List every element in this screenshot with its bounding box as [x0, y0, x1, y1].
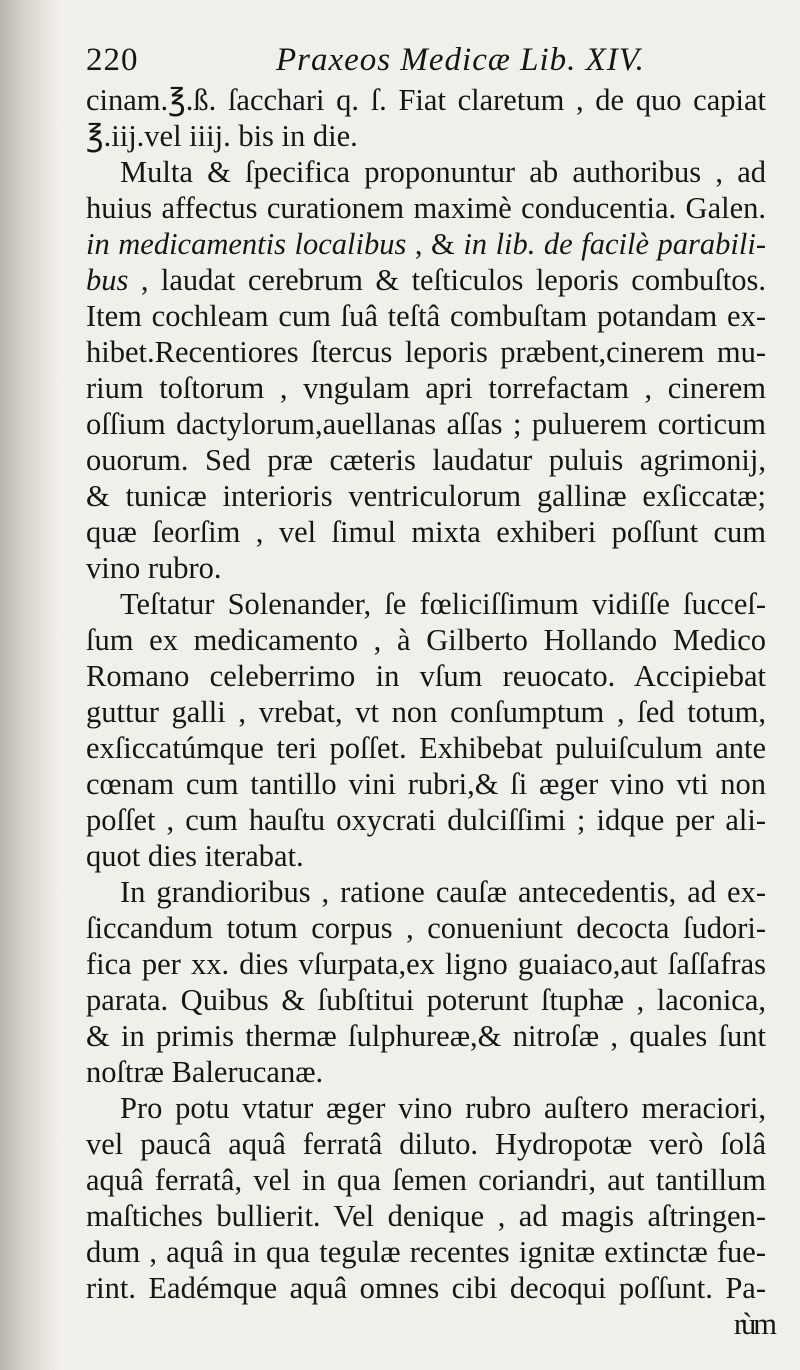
- text-line: quæ ſeorſim , vel ſimul mixta exhiberi poſſunt cum: [86, 515, 766, 549]
- text-block: [86, 38, 774, 1342]
- catchword: rùm: [733, 1307, 774, 1341]
- text-line: Romano celeberrimo in vſum reuocato. Accipiebat: [86, 659, 766, 693]
- catchword-line: [86, 1306, 774, 1342]
- text-line: vel paucâ aquâ ferratâ diluto. Hydropotæ verò ſolâ: [86, 1127, 766, 1161]
- text-line: dum , aquâ in qua tegulæ recentes ignitæ extinctæ fue-: [86, 1235, 766, 1269]
- running-head: [86, 38, 766, 82]
- paragraph-start-line: Teſtatur Solenander, ſe fœliciſſimum vidiſſe ſucceſ-: [120, 587, 766, 621]
- text-line: parata. Quibus & ſubſtitui poterunt ſtuphæ , laconica,: [86, 983, 766, 1017]
- text-line: aquâ ferratâ, vel in qua ſemen coriandri, aut tantillum: [86, 1163, 766, 1197]
- gutter-shadow: [0, 0, 58, 1370]
- italic-text: in medicamentis localibus: [86, 227, 407, 261]
- text-line: hibet.Recentiores ſtercus leporis præbent,cinerem mu-: [86, 335, 766, 369]
- running-title: Praxeos Medicæ Lib. XIV.: [276, 42, 645, 78]
- text-line-italic: [86, 262, 766, 298]
- text-line: rint. Eadémque aquâ omnes cibi decoqui poſſunt. Pa-: [86, 1271, 766, 1305]
- text-line-italic: [86, 226, 766, 262]
- text-line: rium toſtorum , vngulam apri torrefactam , cinerem: [86, 371, 766, 405]
- paragraph-start-line: Multa & ſpecifica proponuntur ab authoribus , ad: [120, 155, 766, 189]
- text-line: ouorum. Sed præ cæteris laudatur puluis agrimonij,: [86, 443, 766, 477]
- text-line: & tunicæ interioris ventriculorum gallinæ exſiccatæ;: [86, 479, 766, 513]
- roman-text: , &: [406, 227, 464, 261]
- page-number: 220: [86, 42, 139, 78]
- text-line: cœnam cum tantillo vini rubri,& ſi æger vino vti non: [86, 767, 766, 801]
- text-line: guttur galli , vrebat, vt non conſumptum , ſed totum,: [86, 695, 766, 729]
- italic-text: bus: [86, 263, 129, 297]
- text-line: poſſet , cum hauſtu oxycrati dulciſſimi ; idque per ali-: [86, 803, 766, 837]
- paragraph-start-line: Pro potu vtatur æger vino rubro auſtero meraciori,: [120, 1091, 766, 1125]
- paragraph-end-line: quot dies iterabat.: [86, 839, 304, 873]
- roman-text: , laudat cerebrum & teſticulos leporis combuſtos.: [128, 263, 766, 297]
- paragraph-end-line: vino rubro.: [86, 551, 222, 585]
- text-line: cinam.℥.ß. ſacchari q. ſ. Fiat claretum , de quo capiat: [86, 83, 766, 117]
- text-line: ſiccandum totum corpus , conueniunt decocta ſudori-: [86, 911, 766, 945]
- text-line: fica per xx. dies vſurpata,ex ligno guaiaco,aut ſaſſafras: [86, 947, 766, 981]
- text-line: maſtiches bullierit. Vel denique , ad magis aſtringen-: [86, 1199, 766, 1233]
- text-line: & in primis thermæ ſulphureæ,& nitroſæ , quales ſunt: [86, 1019, 766, 1053]
- text-line: oſſium dactylorum,auellanas aſſas ; puluerem corticum: [86, 407, 766, 441]
- text-line: ℥.iij.vel iiij. bis in die.: [86, 119, 358, 153]
- paragraph-start-line: In grandioribus , ratione cauſæ antecedentis, ad ex-: [120, 875, 766, 909]
- text-line: huius affectus curationem maximè conducentia. Galen.: [86, 191, 766, 225]
- text-line: exſiccatúmque teri poſſet. Exhibebat puluiſculum ante: [86, 731, 766, 765]
- text-line: ſum ex medicamento , à Gilberto Hollando Medico: [86, 623, 766, 657]
- text-line: Item cochleam cum ſuâ teſtâ combuſtam potandam ex-: [86, 299, 766, 333]
- italic-text: in lib. de facilè parabili-: [463, 227, 766, 261]
- paragraph-end-line: noſtræ Balerucanæ.: [86, 1055, 324, 1089]
